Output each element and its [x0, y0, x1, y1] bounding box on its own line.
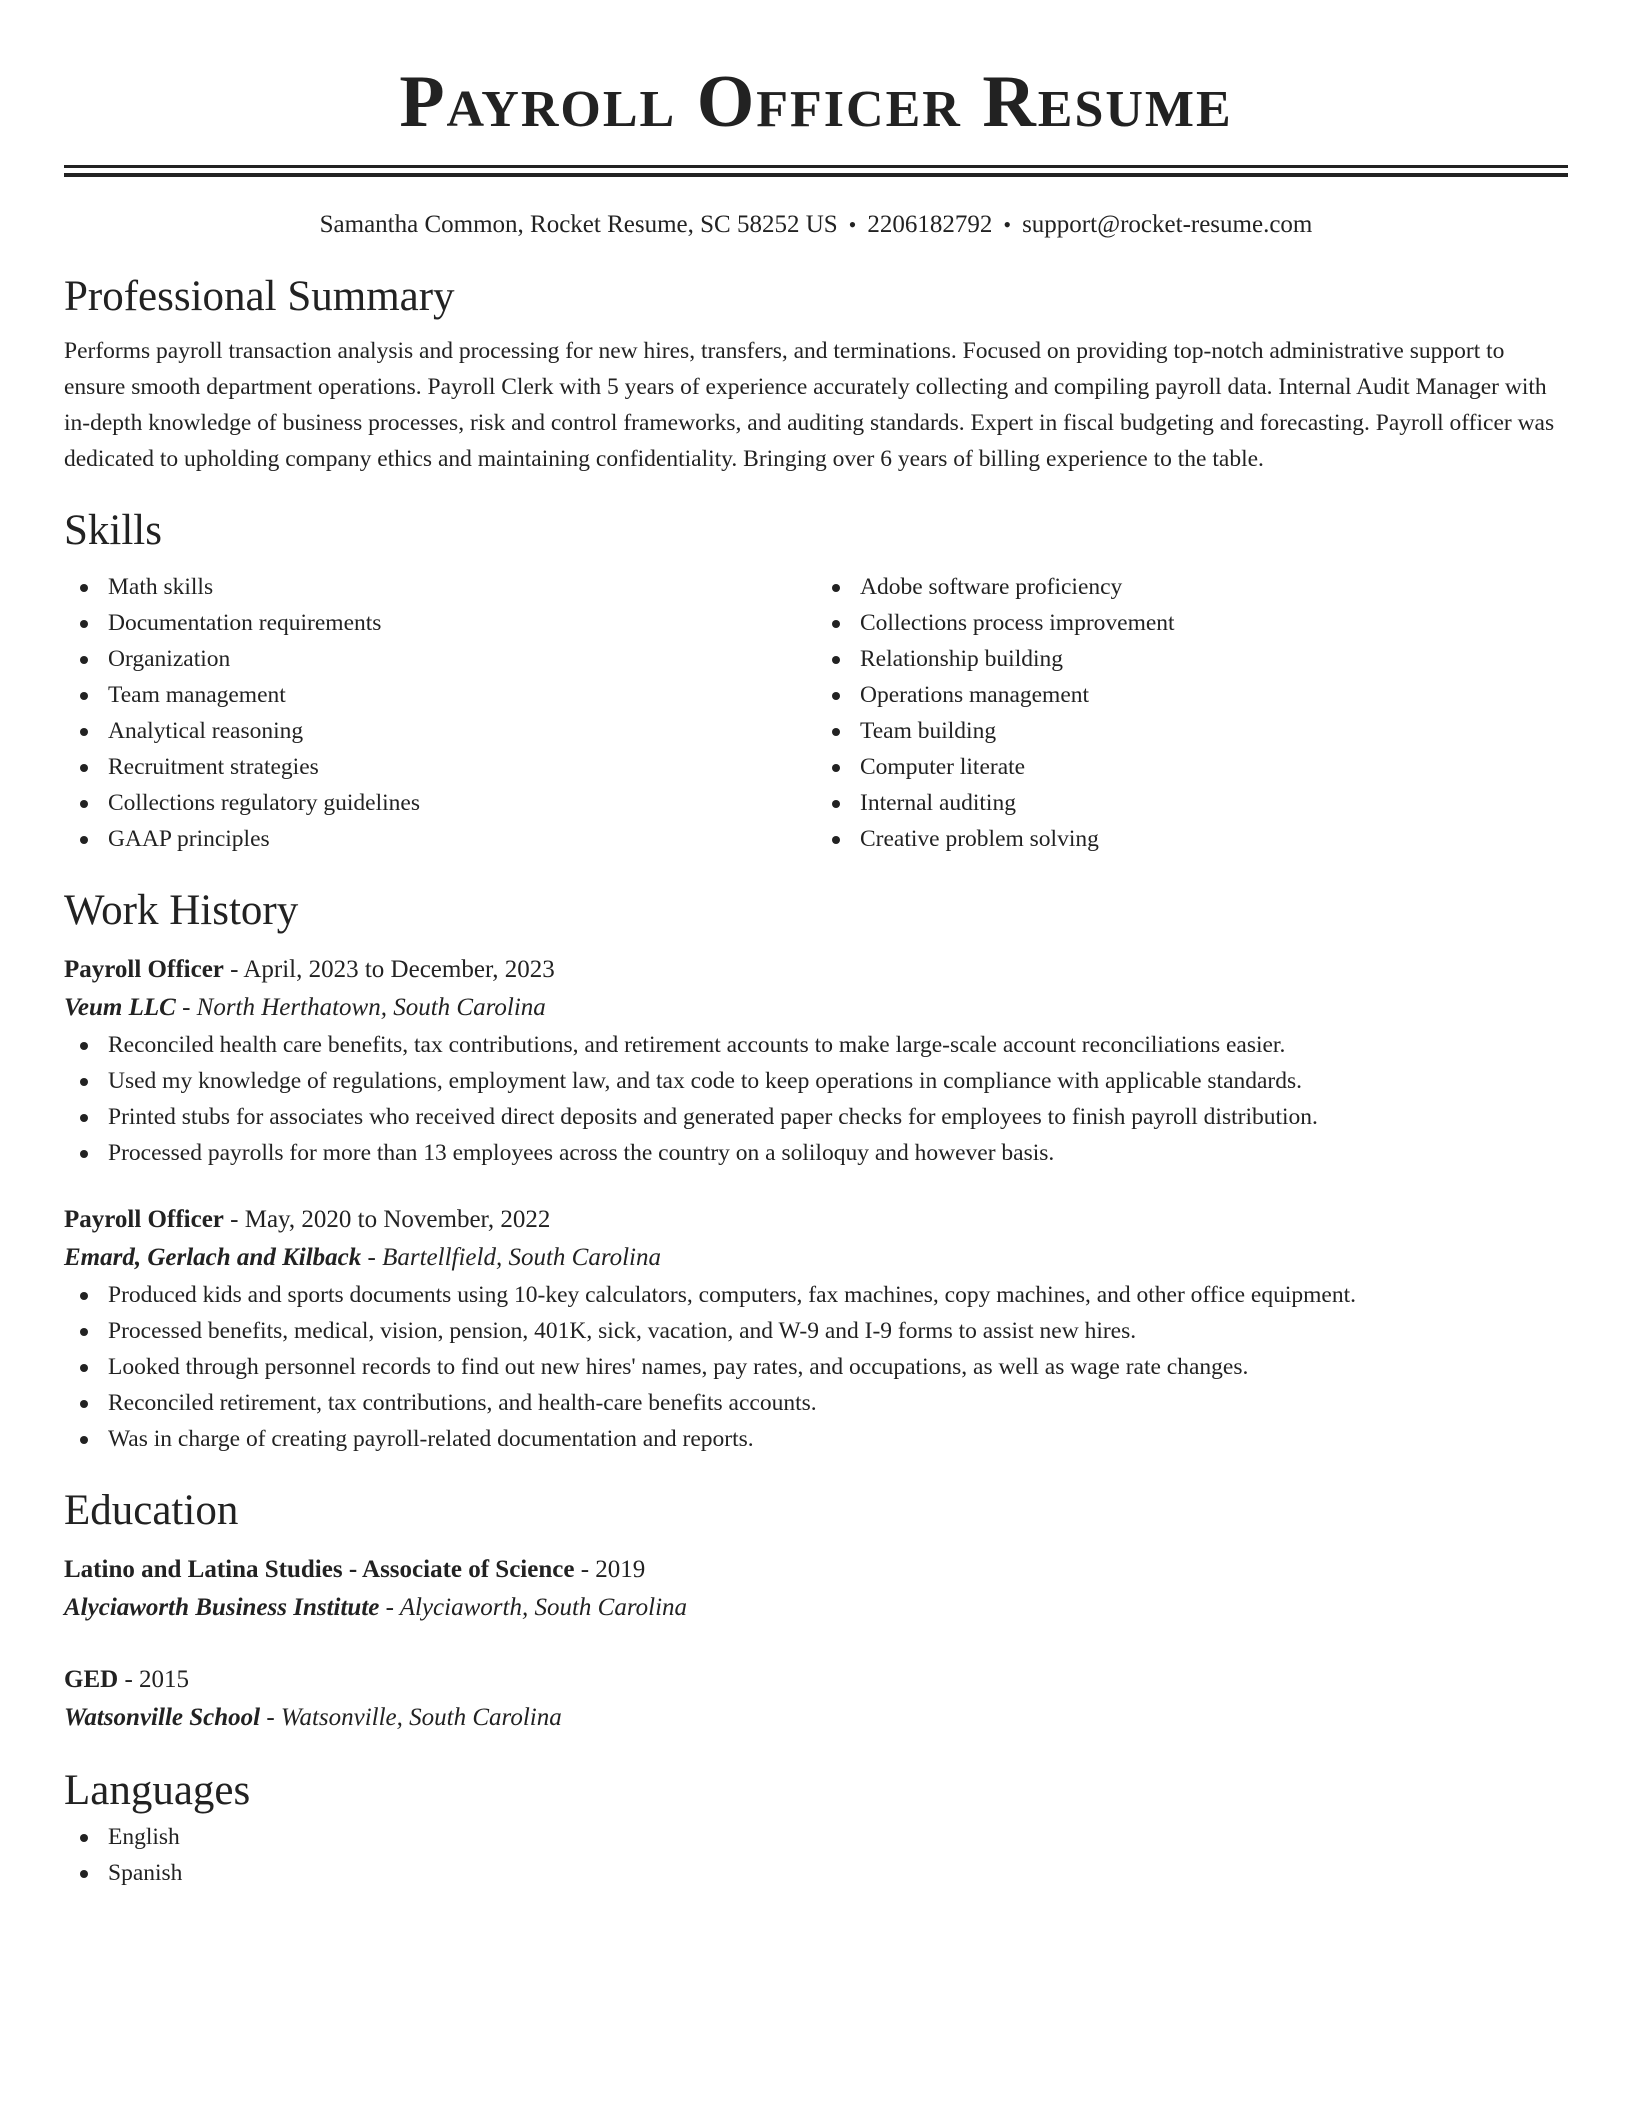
skills-column-left — [64, 569, 816, 857]
title-divider — [64, 165, 1568, 177]
education-school: Alyciaworth Business Institute — [64, 1594, 380, 1621]
contact-separator: • — [1003, 212, 1012, 237]
languages-list — [64, 1819, 1568, 1891]
skill-item: Adobe software proficiency — [816, 569, 1568, 605]
job-duty: Printed stubs for associates who received direct deposits and generated paper checks for employees to finish payroll distribution. — [64, 1099, 1568, 1135]
education-location: - Watsonville, South Carolina — [260, 1704, 562, 1731]
education-school: Watsonville School — [64, 1704, 261, 1731]
skill-item: Computer literate — [816, 749, 1568, 785]
education-institution — [64, 1589, 1568, 1627]
job-location: - Bartellfield, South Carolina — [361, 1244, 662, 1271]
education-degree: Latino and Latina Studies - Associate of Science — [64, 1556, 575, 1583]
work-history-heading: Work History — [64, 887, 299, 934]
job-duty: Used my knowledge of regulations, employment law, and tax code to keep operations in compliance with applicable standards. — [64, 1063, 1568, 1099]
job-duty: Processed benefits, medical, vision, pension, 401K, sick, vacation, and W-9 and I-9 forms to assist new hires. — [64, 1313, 1568, 1349]
education-section — [64, 1483, 1568, 1737]
page-title: Payroll Officer Resume — [399, 61, 1233, 143]
education-entry — [64, 1551, 1568, 1627]
education-entry — [64, 1661, 1568, 1737]
education-degree: GED — [64, 1666, 119, 1693]
languages-heading: Languages — [64, 1767, 251, 1814]
skills-heading: Skills — [64, 507, 162, 554]
skill-item: Collections regulatory guidelines — [64, 785, 816, 821]
job-title: Payroll Officer — [64, 1206, 224, 1233]
skill-item: Creative problem solving — [816, 821, 1568, 857]
skill-item: Analytical reasoning — [64, 713, 816, 749]
skill-item: Collections process improvement — [816, 605, 1568, 641]
languages-section — [64, 1763, 1568, 1891]
job-duties — [64, 1027, 1568, 1171]
job-company: Emard, Gerlach and Kilback — [64, 1244, 362, 1271]
language-item: Spanish — [64, 1855, 1568, 1891]
skills-column-right — [816, 569, 1568, 857]
job-header — [64, 1201, 1568, 1239]
contact-line — [64, 207, 1568, 247]
job-duty: Reconciled retirement, tax contributions, and health-care benefits accounts. — [64, 1385, 1568, 1421]
job-employer — [64, 1239, 1568, 1277]
language-item: English — [64, 1819, 1568, 1855]
skill-item: Team management — [64, 677, 816, 713]
job-duties — [64, 1277, 1568, 1457]
education-header — [64, 1551, 1568, 1589]
job-header — [64, 951, 1568, 989]
skill-item: Team building — [816, 713, 1568, 749]
job-duty: Processed payrolls for more than 13 employees across the country on a soliloquy and however basis. — [64, 1135, 1568, 1171]
summary-heading: Professional Summary — [64, 273, 455, 320]
education-institution — [64, 1699, 1568, 1737]
education-year: - 2019 — [574, 1556, 646, 1583]
skills-grid — [64, 569, 1568, 857]
skills-section — [64, 503, 1568, 857]
job-title: Payroll Officer — [64, 956, 224, 983]
education-heading: Education — [64, 1487, 239, 1534]
job-entry — [64, 1201, 1568, 1457]
contact-phone: 2206182792 — [867, 211, 993, 238]
skill-item: Internal auditing — [816, 785, 1568, 821]
skill-item: GAAP principles — [64, 821, 816, 857]
job-duty: Was in charge of creating payroll-related documentation and reports. — [64, 1421, 1568, 1457]
skill-item: Relationship building — [816, 641, 1568, 677]
skill-item: Math skills — [64, 569, 816, 605]
skill-item: Organization — [64, 641, 816, 677]
contact-address: Samantha Common, Rocket Resume, SC 58252 US — [319, 211, 838, 238]
job-employer — [64, 989, 1568, 1027]
job-location: - North Herthatown, South Carolina — [175, 994, 546, 1021]
summary-text: Performs payroll transaction analysis and processing for new hires, transfers, and terminations. Focused on providing top-notch administrative support to ensure smooth department operations. Payroll Clerk with 5 years of experience accurately collecting and compiling payroll data. Internal Audit Manager with in-depth knowledge of business processes, risk and control frameworks, and auditing standards. Expert in fiscal budgeting and forecasting. Payroll officer was dedicated to upholding company ethics and maintaining confidentiality. Bringing over 6 years of billing experience to the table. — [64, 338, 1555, 472]
job-dates: - May, 2020 to November, 2022 — [223, 1206, 551, 1233]
work-history-section — [64, 883, 1568, 1457]
education-header — [64, 1661, 1568, 1699]
skill-item: Operations management — [816, 677, 1568, 713]
contact-separator: • — [848, 212, 857, 237]
job-duty: Produced kids and sports documents using 10-key calculators, computers, fax machines, copy machines, and other office equipment. — [64, 1277, 1568, 1313]
job-duty: Reconciled health care benefits, tax contributions, and retirement accounts to make large-scale account reconciliations easier. — [64, 1027, 1568, 1063]
job-company: Veum LLC — [64, 994, 176, 1021]
education-location: - Alyciaworth, South Carolina — [379, 1594, 688, 1621]
skill-item: Documentation requirements — [64, 605, 816, 641]
contact-email: support@rocket-resume.com — [1022, 211, 1313, 238]
skill-item: Recruitment strategies — [64, 749, 816, 785]
job-dates: - April, 2023 to December, 2023 — [223, 956, 555, 983]
job-duty: Looked through personnel records to find out new hires' names, pay rates, and occupations, as well as wage rate changes. — [64, 1349, 1568, 1385]
summary-section — [64, 269, 1568, 477]
education-year: - 2015 — [118, 1666, 190, 1693]
job-entry — [64, 951, 1568, 1171]
